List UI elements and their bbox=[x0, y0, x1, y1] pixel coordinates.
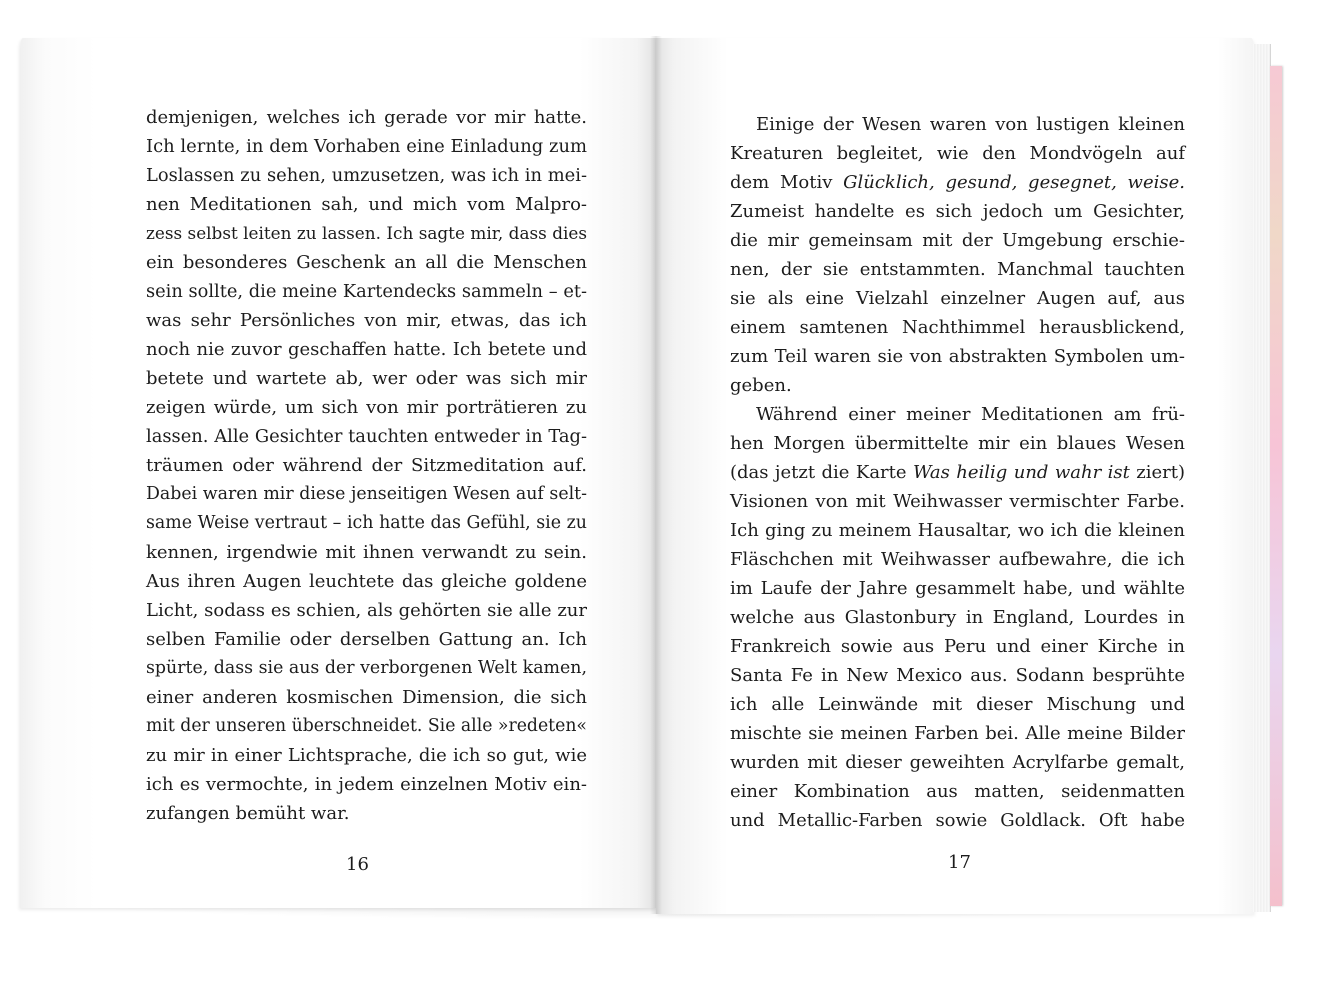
text-line: kennen, irgendwie mit ihnen verwandt zu sein. bbox=[146, 542, 587, 563]
text-line: nen Meditationen sah, und mich vom Malpro- bbox=[146, 194, 587, 215]
text-line: Einige der Wesen waren von lustigen kleinen bbox=[756, 114, 1185, 135]
left-page-body-text bbox=[146, 103, 587, 828]
text-line: betete und wartete ab, wer oder was sich mir bbox=[146, 368, 587, 389]
text-line: zess selbst leiten zu lassen. Ich sagte mir, dass dies bbox=[146, 223, 587, 243]
text-line: und Metallic-Farben sowie Goldlack. Oft habe bbox=[730, 810, 1185, 831]
text-line: Zumeist handelte es sich jedoch um Gesichter, bbox=[730, 201, 1185, 222]
text-line: Kreaturen begleitet, wie den Mondvögeln auf bbox=[730, 143, 1185, 164]
text-line: Frankreich sowie aus Peru und einer Kirche in bbox=[730, 636, 1185, 657]
text-line: zufangen bemüht war. bbox=[146, 803, 350, 824]
text-line: Während einer meiner Meditationen am frü- bbox=[756, 404, 1185, 425]
text-line: zeigen würde, um sich von mir porträtieren zu bbox=[146, 397, 587, 418]
text-line: welche aus Glastonbury in England, Lourdes in bbox=[730, 607, 1185, 628]
text-run: dem Motiv bbox=[730, 172, 844, 193]
text-line: zu mir in einer Lichtsprache, die ich so gut, wie bbox=[146, 745, 587, 766]
text-line: ich alle Leinwände mit dieser Mischung und bbox=[730, 694, 1185, 715]
text-line: ich es vermochte, in jedem einzelnen Motiv ein- bbox=[146, 774, 587, 795]
text-line: selben Familie oder derselben Gattung an. Ich bbox=[146, 629, 587, 650]
text-line: Santa Fe in New Mexico aus. Sodann besprühte bbox=[730, 665, 1185, 686]
text-line: mischte sie meinen Farben bei. Alle meine Bilder bbox=[730, 723, 1185, 744]
text-line: nen, der sie entstammten. Manchmal tauchten bbox=[730, 259, 1185, 280]
book-gutter bbox=[650, 36, 662, 914]
text-line: Loslassen zu sehen, umzusetzen, was ich in mei- bbox=[146, 165, 587, 186]
text-run: ziert) bbox=[1129, 462, 1185, 483]
text-line: sein sollte, die meine Kartendecks sammeln – et- bbox=[146, 281, 587, 302]
book-cover-edge bbox=[1270, 66, 1282, 906]
text-line: einer anderen kosmischen Dimension, die sich bbox=[146, 687, 587, 708]
text-line: lassen. Alle Gesichter tauchten entweder in Tag- bbox=[146, 426, 587, 447]
text-line: mit der unseren überschneidet. Sie alle »redeten« bbox=[146, 716, 587, 736]
text-line: Licht, sodass es schien, als gehörten sie alle zur bbox=[146, 600, 587, 621]
text-line: wurden mit dieser geweihten Acrylfarbe gemalt, bbox=[730, 752, 1185, 773]
text-line: same Weise vertraut – ich hatte das Gefühl, sie zu bbox=[146, 513, 587, 533]
text-line: die mir gemeinsam mit der Umgebung erschie- bbox=[730, 230, 1185, 251]
page-number-left: 16 bbox=[346, 854, 369, 875]
page-number-right: 17 bbox=[948, 852, 971, 873]
text-line: zum Teil waren sie von abstrakten Symbolen um- bbox=[730, 346, 1185, 367]
text-line: spürte, dass sie aus der verborgenen Welt kamen, bbox=[146, 658, 587, 678]
text-line: demjenigen, welches ich gerade vor mir hatte. bbox=[146, 107, 587, 128]
text-line: Visionen von mit Weihwasser vermischter Farbe. bbox=[730, 491, 1185, 512]
text-run: (das jetzt die Karte bbox=[730, 462, 913, 483]
text-line: was sehr Persönliches von mir, etwas, das ich bbox=[146, 310, 587, 331]
text-line bbox=[730, 168, 1185, 197]
right-page-body-text bbox=[730, 110, 1185, 835]
text-line: Dabei waren mir diese jenseitigen Wesen auf selt- bbox=[146, 484, 587, 504]
text-line: sie als eine Vielzahl einzelner Augen auf, aus bbox=[730, 288, 1185, 309]
text-line: noch nie zuvor geschaffen hatte. Ich betete und bbox=[146, 339, 587, 360]
text-line: geben. bbox=[730, 375, 792, 396]
text-line: einem samtenen Nachthimmel herausblickend, bbox=[730, 317, 1185, 338]
text-line: einer Kombination aus matten, seidenmatten bbox=[730, 781, 1185, 802]
page-edges bbox=[1252, 44, 1271, 912]
card-title-italic: Glücklich, gesund, gesegnet, weise. bbox=[843, 172, 1185, 193]
text-line: Ich lernte, in dem Vorhaben eine Einladung zum bbox=[146, 136, 587, 157]
text-line: Aus ihren Augen leuchtete das gleiche goldene bbox=[146, 571, 587, 592]
text-line: im Laufe der Jahre gesammelt habe, und wählte bbox=[730, 578, 1185, 599]
text-line: hen Morgen übermittelte mir ein blaues Wesen bbox=[730, 433, 1185, 454]
text-line bbox=[730, 458, 1185, 487]
text-line: Ich ging zu meinem Hausaltar, wo ich die kleinen bbox=[730, 520, 1185, 541]
text-line: ein besonderes Geschenk an all die Menschen bbox=[146, 252, 587, 273]
text-line: träumen oder während der Sitzmeditation auf. bbox=[146, 455, 587, 476]
text-line: Fläschchen mit Weihwasser aufbewahre, die ich bbox=[730, 549, 1185, 570]
card-title-italic: Was heilig und wahr ist bbox=[912, 462, 1130, 483]
